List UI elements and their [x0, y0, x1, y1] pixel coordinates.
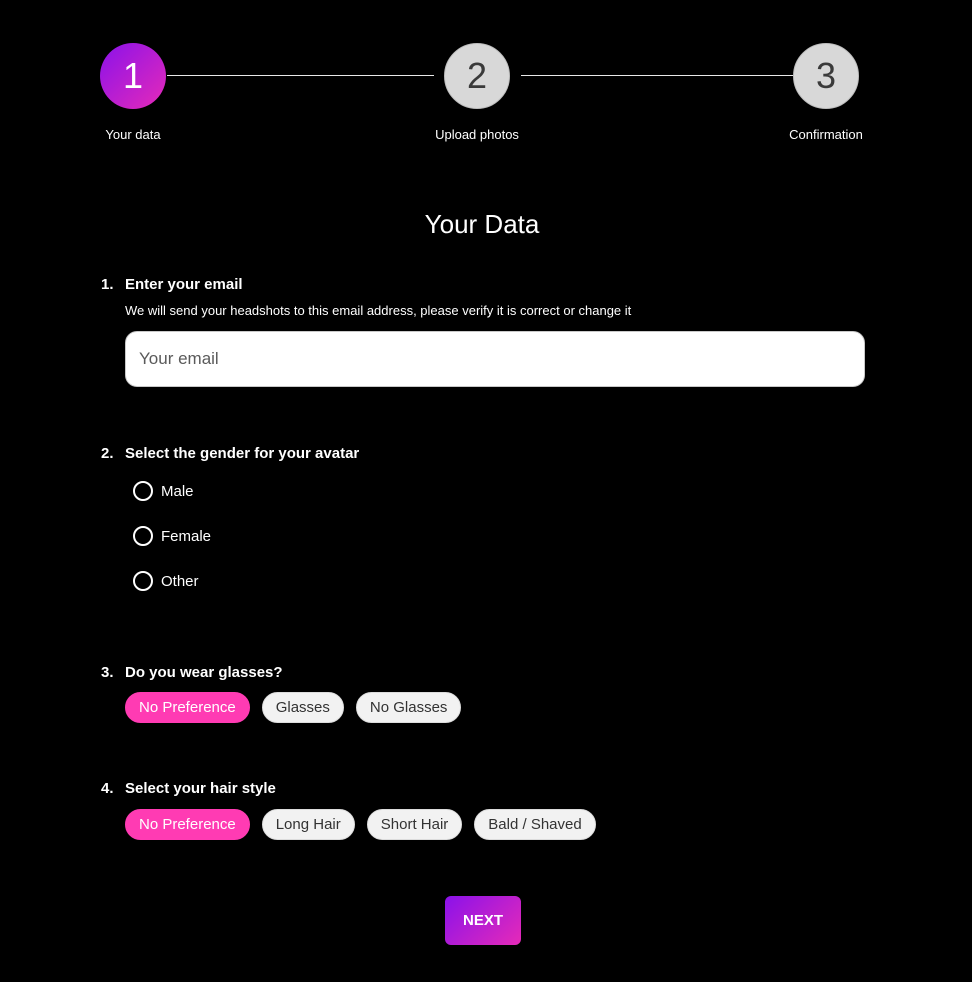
step-connector-1 — [167, 75, 434, 76]
glasses-chip-no-preference[interactable]: No Preference — [125, 692, 250, 723]
glasses-chip-glasses[interactable]: Glasses — [262, 692, 344, 723]
progress-stepper — [0, 0, 972, 160]
next-button[interactable]: NEXT — [445, 896, 521, 945]
glasses-chip-no-glasses[interactable]: No Glasses — [356, 692, 462, 723]
radio-label: Other — [161, 572, 199, 590]
hair-section — [101, 780, 276, 797]
question-number: 3. — [101, 664, 114, 681]
question-number: 2. — [101, 445, 114, 462]
hair-options — [125, 809, 596, 840]
step-1-label: Your data — [105, 127, 161, 142]
gender-option-male[interactable] — [133, 481, 194, 501]
email-section — [101, 276, 631, 318]
hair-question — [101, 780, 276, 797]
radio-button[interactable] — [133, 481, 153, 501]
step-3-label: Confirmation — [789, 127, 863, 142]
radio-label: Male — [161, 482, 194, 500]
glasses-section — [101, 664, 283, 681]
glasses-question — [101, 664, 283, 681]
email-input[interactable] — [125, 331, 865, 387]
gender-option-female[interactable] — [133, 526, 211, 546]
email-description: We will send your headshots to this email address, please verify it is correct or change it — [125, 303, 632, 318]
question-heading: Select your hair style — [125, 780, 276, 797]
hair-chip-long-hair[interactable]: Long Hair — [262, 809, 355, 840]
question-heading: Enter your email — [125, 276, 243, 293]
question-heading: Select the gender for your avatar — [125, 445, 360, 462]
hair-chip-no-preference[interactable]: No Preference — [125, 809, 250, 840]
step-2-circle[interactable]: 2 — [444, 43, 510, 109]
radio-button[interactable] — [133, 526, 153, 546]
step-3-circle[interactable]: 3 — [793, 43, 859, 109]
hair-chip-bald-shaved[interactable]: Bald / Shaved — [474, 809, 595, 840]
glasses-options — [125, 692, 461, 723]
gender-option-other[interactable] — [133, 571, 199, 591]
step-2-label: Upload photos — [435, 127, 519, 142]
gender-question — [101, 445, 359, 462]
radio-label: Female — [161, 527, 212, 545]
page-title: Your Data — [424, 209, 540, 239]
radio-button[interactable] — [133, 571, 153, 591]
question-number: 4. — [101, 780, 114, 797]
question-number: 1. — [101, 276, 114, 293]
hair-chip-short-hair[interactable]: Short Hair — [367, 809, 463, 840]
email-question — [101, 276, 631, 293]
question-heading: Do you wear glasses? — [125, 664, 283, 681]
step-1-circle[interactable]: 1 — [100, 43, 166, 109]
gender-section — [101, 445, 359, 462]
step-connector-2 — [521, 75, 793, 76]
